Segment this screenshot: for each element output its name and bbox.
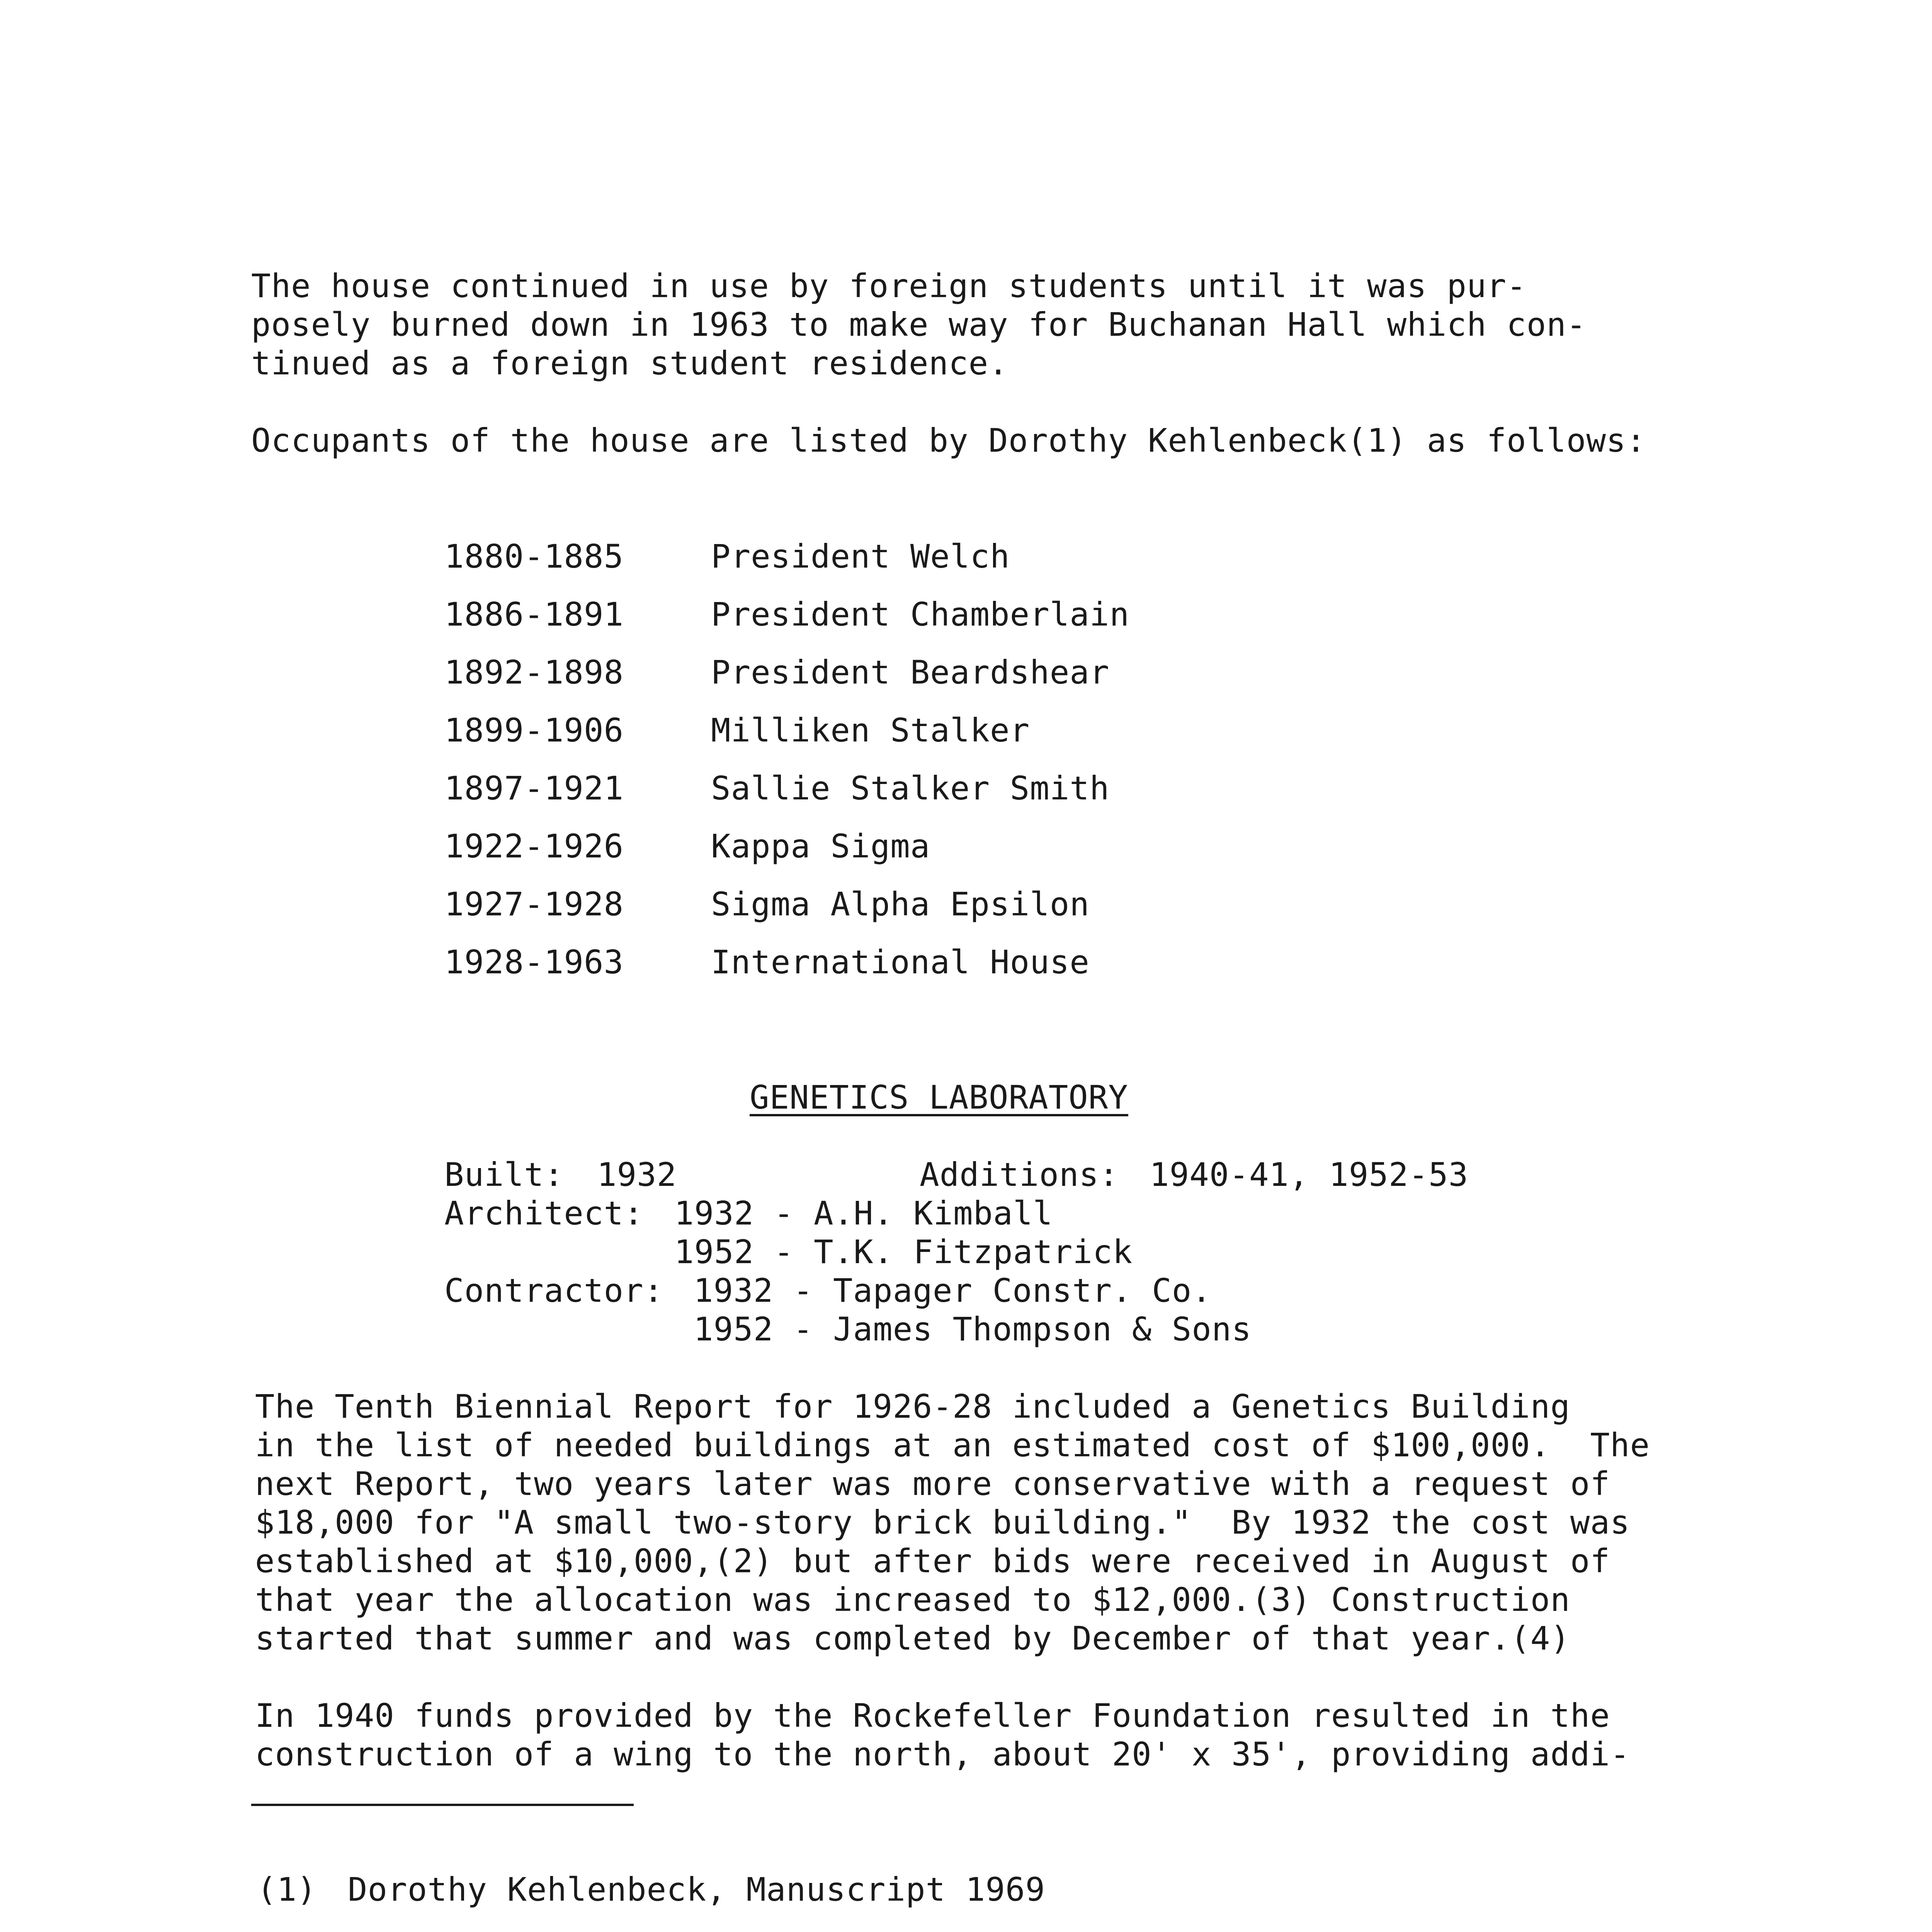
additions-value: 1940-41, 1952-53 xyxy=(1150,1156,1469,1194)
contractor-entry: 1952 - James Thompson & Sons xyxy=(694,1310,1252,1348)
intro-line-3: tinued as a foreign student residence. xyxy=(251,344,1009,382)
body-paragraph-line: established at $10,000,(2) but after bids were received in August of xyxy=(255,1542,1610,1580)
footnote-text: Dorothy Kehlenbeck, Manuscript 1969 xyxy=(348,1871,1046,1908)
contractor-entry: 1932 - Tapager Constr. Co. xyxy=(694,1272,1212,1310)
body-paragraph-line: that year the allocation was increased to $12,000.(3) Construction xyxy=(255,1581,1570,1619)
built-label: Built: xyxy=(444,1156,564,1194)
footnote-mark: (1) xyxy=(257,1871,317,1908)
architect-label: Architect: xyxy=(444,1194,644,1232)
additions-label: Additions: xyxy=(920,1156,1119,1194)
occupant-name: International House xyxy=(711,943,1090,981)
occupant-years: 1892-1898 xyxy=(444,653,624,691)
body-paragraph-line: The Tenth Biennial Report for 1926-28 included a Genetics Building xyxy=(255,1388,1570,1425)
occupant-name: President Welch xyxy=(711,537,1010,575)
body-paragraph-line: $18,000 for "A small two-story brick building." By 1932 the cost was xyxy=(255,1503,1630,1541)
section-heading: GENETICS LABORATORY xyxy=(750,1078,1128,1116)
occupant-name: Sallie Stalker Smith xyxy=(711,769,1110,807)
occupant-years: 1880-1885 xyxy=(444,537,624,575)
contractor-label: Contractor: xyxy=(444,1272,664,1310)
body-paragraph-line: construction of a wing to the north, about 20' x 35', providing addi- xyxy=(255,1735,1630,1773)
occupant-name: President Beardshear xyxy=(711,653,1110,691)
architect-entry: 1932 - A.H. Kimball xyxy=(674,1194,1053,1232)
occupant-years: 1886-1891 xyxy=(444,595,624,633)
occupant-name: Milliken Stalker xyxy=(711,711,1030,749)
occupant-name: Kappa Sigma xyxy=(711,827,930,865)
intro-line-1: The house continued in use by foreign students until it was pur- xyxy=(251,267,1527,305)
built-value: 1932 xyxy=(597,1156,677,1194)
body-paragraph-line: In 1940 funds provided by the Rockefeller Foundation resulted in the xyxy=(255,1697,1610,1735)
occupant-years: 1928-1963 xyxy=(444,943,624,981)
architect-entry: 1952 - T.K. Fitzpatrick xyxy=(674,1233,1133,1271)
occupant-years: 1897-1921 xyxy=(444,769,624,807)
occupant-years: 1899-1906 xyxy=(444,711,624,749)
occupant-name: President Chamberlain xyxy=(711,595,1130,633)
occupant-name: Sigma Alpha Epsilon xyxy=(711,885,1090,923)
intro-line-2: posely burned down in 1963 to make way for Buchanan Hall which con- xyxy=(251,306,1587,344)
occupants-intro: Occupants of the house are listed by Dorothy Kehlenbeck(1) as follows: xyxy=(251,422,1646,459)
occupant-years: 1922-1926 xyxy=(444,827,624,865)
occupant-years: 1927-1928 xyxy=(444,885,624,923)
body-paragraph-line: started that summer and was completed by December of that year.(4) xyxy=(255,1619,1570,1657)
body-paragraph-line: next Report, two years later was more conservative with a request of xyxy=(255,1465,1610,1503)
footnote-separator xyxy=(251,1804,634,1806)
body-paragraph-line: in the list of needed buildings at an estimated cost of $100,000. The xyxy=(255,1426,1650,1464)
